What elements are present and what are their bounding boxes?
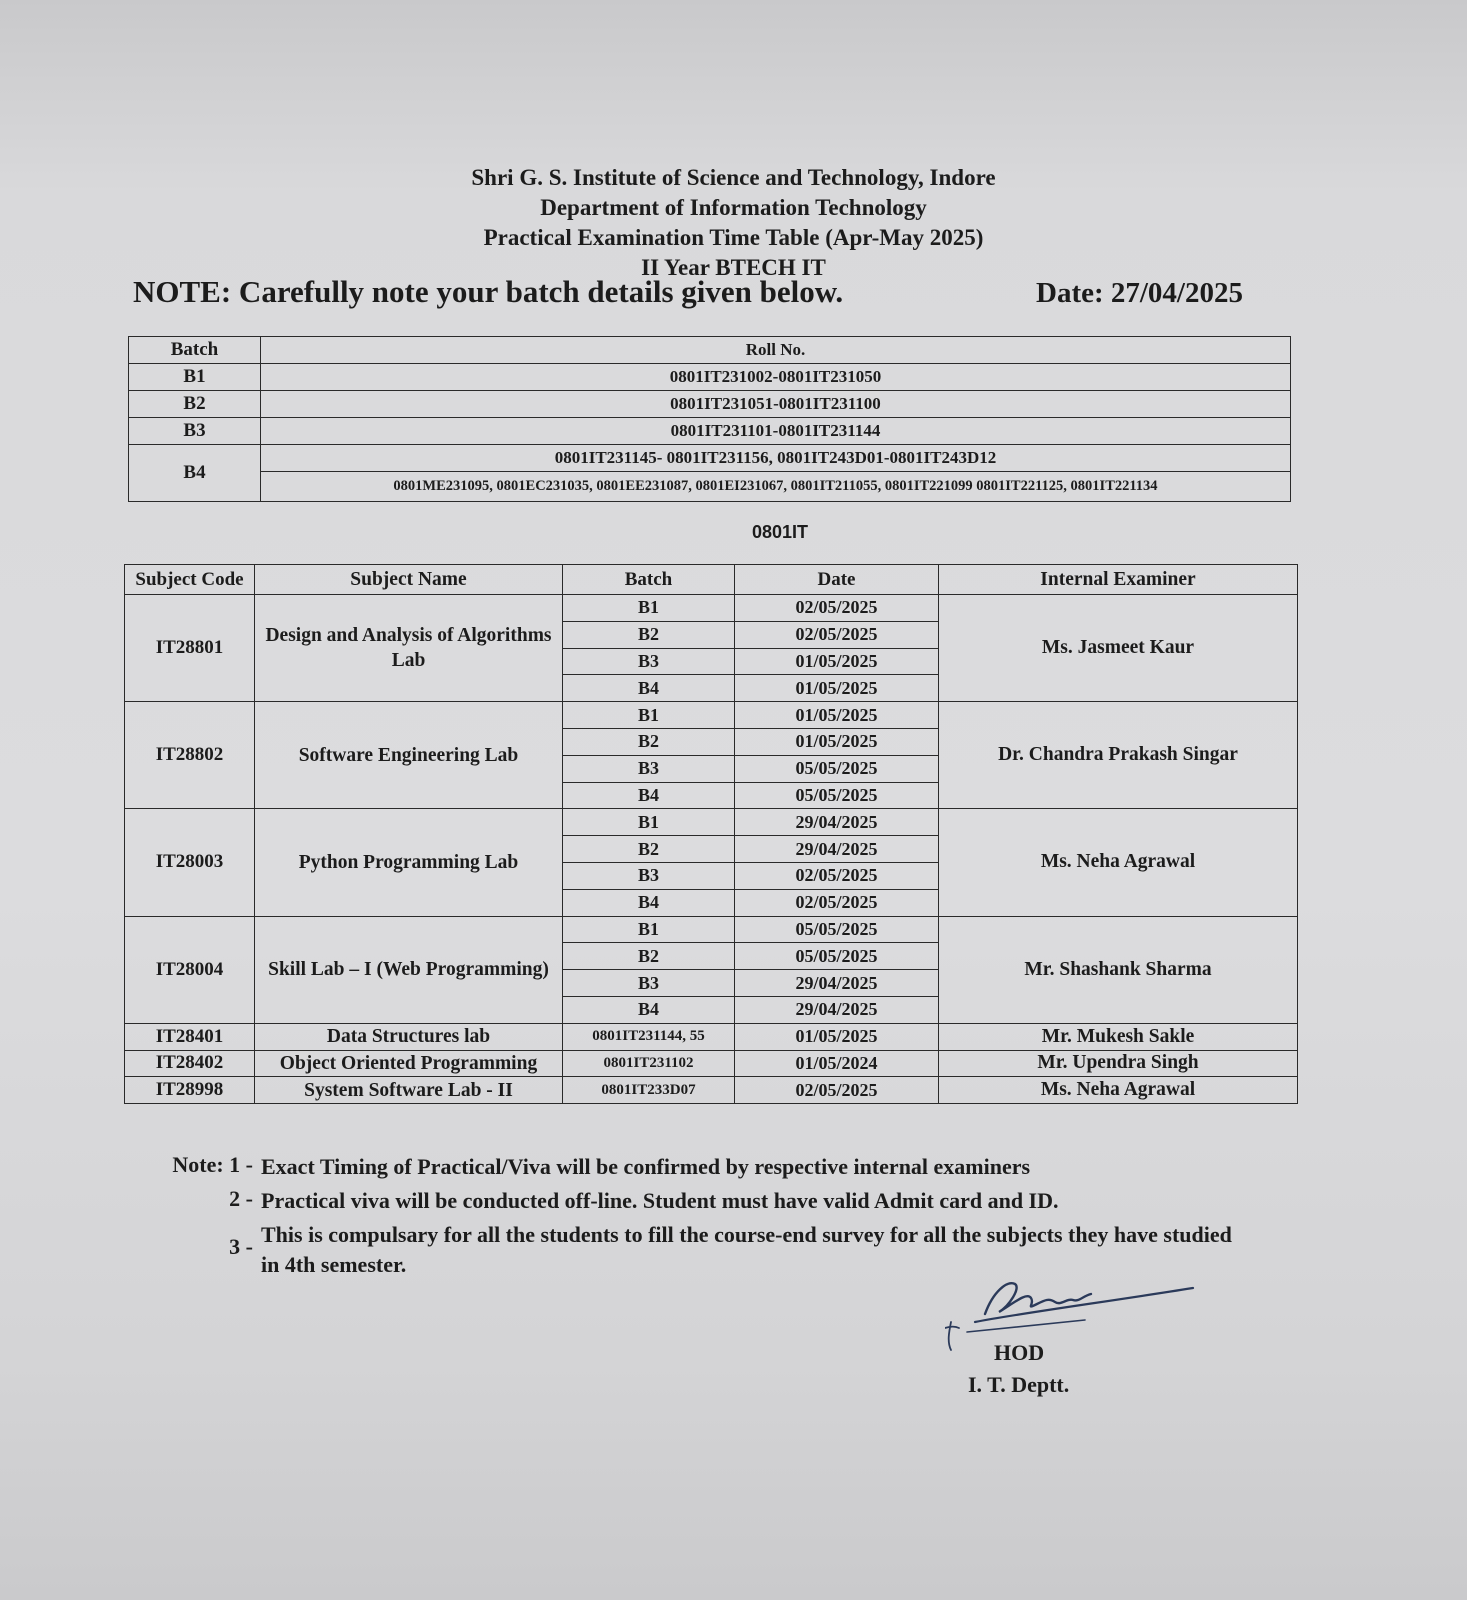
date-cell: 05/05/2025 [735,943,939,970]
hod-label: HOD [994,1340,1045,1365]
batch-table-header [129,337,1291,364]
subject-name: Object Oriented Programming [255,1050,563,1077]
table-row [125,1077,1298,1104]
examiner-cell: Ms. Jasmeet Kaur [939,595,1298,702]
note-item [157,1186,1241,1216]
date-cell: 05/05/2025 [735,782,939,809]
table-row [125,1023,1298,1050]
subject-code: IT28401 [125,1023,255,1050]
note-label: 3 - [229,1234,253,1259]
date-cell: 01/05/2025 [735,702,939,729]
date-cell: 05/05/2025 [735,755,939,782]
note-line [133,274,1243,310]
subject-name: System Software Lab - II [255,1077,563,1104]
batch-cell: B4 [563,675,735,702]
year-label: II Year BTECH IT [641,255,826,280]
table-row [125,702,1298,729]
note-item [157,1152,1241,1182]
date-cell: 29/04/2025 [735,809,939,836]
batch-table [128,336,1291,502]
date-cell: 05/05/2025 [735,916,939,943]
subject-name-header: Subject Name [255,565,563,595]
date-cell: 01/05/2024 [735,1050,939,1077]
batch-cell: B1 [563,595,735,622]
date-cell: 01/05/2025 [735,675,939,702]
subject-name: Python Programming Lab [255,809,563,916]
timetable-title: Practical Examination Time Table (Apr-May 2025) [483,225,984,250]
notes-section [157,1152,1241,1280]
roll-prefix-tag: 0801IT [751,522,809,542]
date-cell: 01/05/2025 [735,728,939,755]
table-row [125,1050,1298,1077]
date-cell: 02/05/2025 [735,1077,939,1104]
exam-timetable [124,564,1298,1104]
batch-cell: B2 [563,836,735,863]
batch-cell: B2 [129,391,261,418]
table-row [125,809,1298,836]
batch-row [129,364,1291,391]
batch-cell: B4 [563,782,735,809]
batch-cell: 0801IT231102 [563,1050,735,1077]
examiner-cell: Ms. Neha Agrawal [939,809,1298,916]
examiner-cell: Mr. Mukesh Sakle [939,1023,1298,1050]
batch-cell: B3 [563,970,735,997]
roll-cell: 0801IT231051-0801IT231100 [261,391,1291,418]
document-header [0,163,1467,283]
roll-cell: 0801IT231002-0801IT231050 [261,364,1291,391]
batch-cell: B2 [563,621,735,648]
subject-name: Data Structures lab [255,1023,563,1050]
table-row [125,595,1298,622]
date-cell: 02/05/2025 [735,862,939,889]
subject-code: IT28402 [125,1050,255,1077]
subject-name: Skill Lab – I (Web Programming) [255,916,563,1023]
note-text: Exact Timing of Practical/Viva will be confirmed by respective internal examiners [261,1154,1031,1179]
subject-code: IT28004 [125,916,255,1023]
date-cell: 29/04/2025 [735,970,939,997]
batch-row [129,391,1291,418]
subject-code: IT28801 [125,595,255,702]
subject-code: IT28802 [125,702,255,809]
batch-cell: B1 [563,809,735,836]
batch-cell: B1 [129,364,261,391]
date-cell: 02/05/2025 [735,595,939,622]
batch-row [129,445,1291,472]
subject-name: Design and Analysis of Algorithms Lab [255,595,563,702]
subject-name: Software Engineering Lab [255,702,563,809]
note-label: Note: 1 - [172,1152,253,1177]
batch-header: Batch [563,565,735,595]
batch-cell: B3 [563,648,735,675]
examiner-cell: Mr. Upendra Singh [939,1050,1298,1077]
batch-cell: B4 [563,996,735,1023]
batch-cell: B3 [563,755,735,782]
note-text: Practical viva will be conducted off-line. Student must have valid Admit card and ID. [261,1188,1059,1213]
roll-cell: 0801ME231095, 0801EC231035, 0801EE231087, 0801EI231067, 0801IT211055, 0801IT221099 0801IT221125, 0801IT221134 [261,472,1291,502]
roll-cell: 0801IT231101-0801IT231144 [261,418,1291,445]
examiner-header: Internal Examiner [939,565,1298,595]
date-cell: 01/05/2025 [735,1023,939,1050]
batch-cell: 0801IT233D07 [563,1077,735,1104]
batch-note: NOTE: Carefully note your batch details given below. [133,274,844,309]
batch-row [129,472,1291,502]
date-cell: 29/04/2025 [735,836,939,863]
batch-cell: B2 [563,943,735,970]
subject-code-header: Subject Code [125,565,255,595]
batch-cell: B2 [563,728,735,755]
batch-cell: B1 [563,916,735,943]
table-row [125,916,1298,943]
examiner-cell: Dr. Chandra Prakash Singar [939,702,1298,809]
date-cell: 02/05/2025 [735,889,939,916]
examiner-cell: Mr. Shashank Sharma [939,916,1298,1023]
batch-row [129,418,1291,445]
subject-code: IT28998 [125,1077,255,1104]
note-label: 2 - [229,1186,253,1211]
batch-cell: B4 [129,445,261,502]
department-name: Department of Information Technology [540,195,927,220]
date-cell: 02/05/2025 [735,621,939,648]
subject-code: IT28003 [125,809,255,916]
batch-cell: B3 [563,862,735,889]
date-header: Date [735,565,939,595]
issue-date: Date: 27/04/2025 [1036,277,1243,309]
exam-table-header [125,565,1298,595]
batch-cell: B4 [563,889,735,916]
note-text: This is compulsary for all the students to fill the course-end survey for all the subjects they have studied in 4th semester. [261,1222,1232,1277]
hod-signature [945,1262,1215,1352]
examiner-cell: Ms. Neha Agrawal [939,1077,1298,1104]
batch-cell: B3 [129,418,261,445]
roll-cell: 0801IT231145- 0801IT231156, 0801IT243D01-0801IT243D12 [261,445,1291,472]
institute-name: Shri G. S. Institute of Science and Technology, Indore [471,165,996,190]
batch-header: Batch [129,337,261,364]
batch-cell: 0801IT231144, 55 [563,1023,735,1050]
batch-cell: B1 [563,702,735,729]
date-cell: 01/05/2025 [735,648,939,675]
date-cell: 29/04/2025 [735,996,939,1023]
dept-label: I. T. Deptt. [968,1372,1070,1397]
roll-header: Roll No. [261,337,1291,364]
